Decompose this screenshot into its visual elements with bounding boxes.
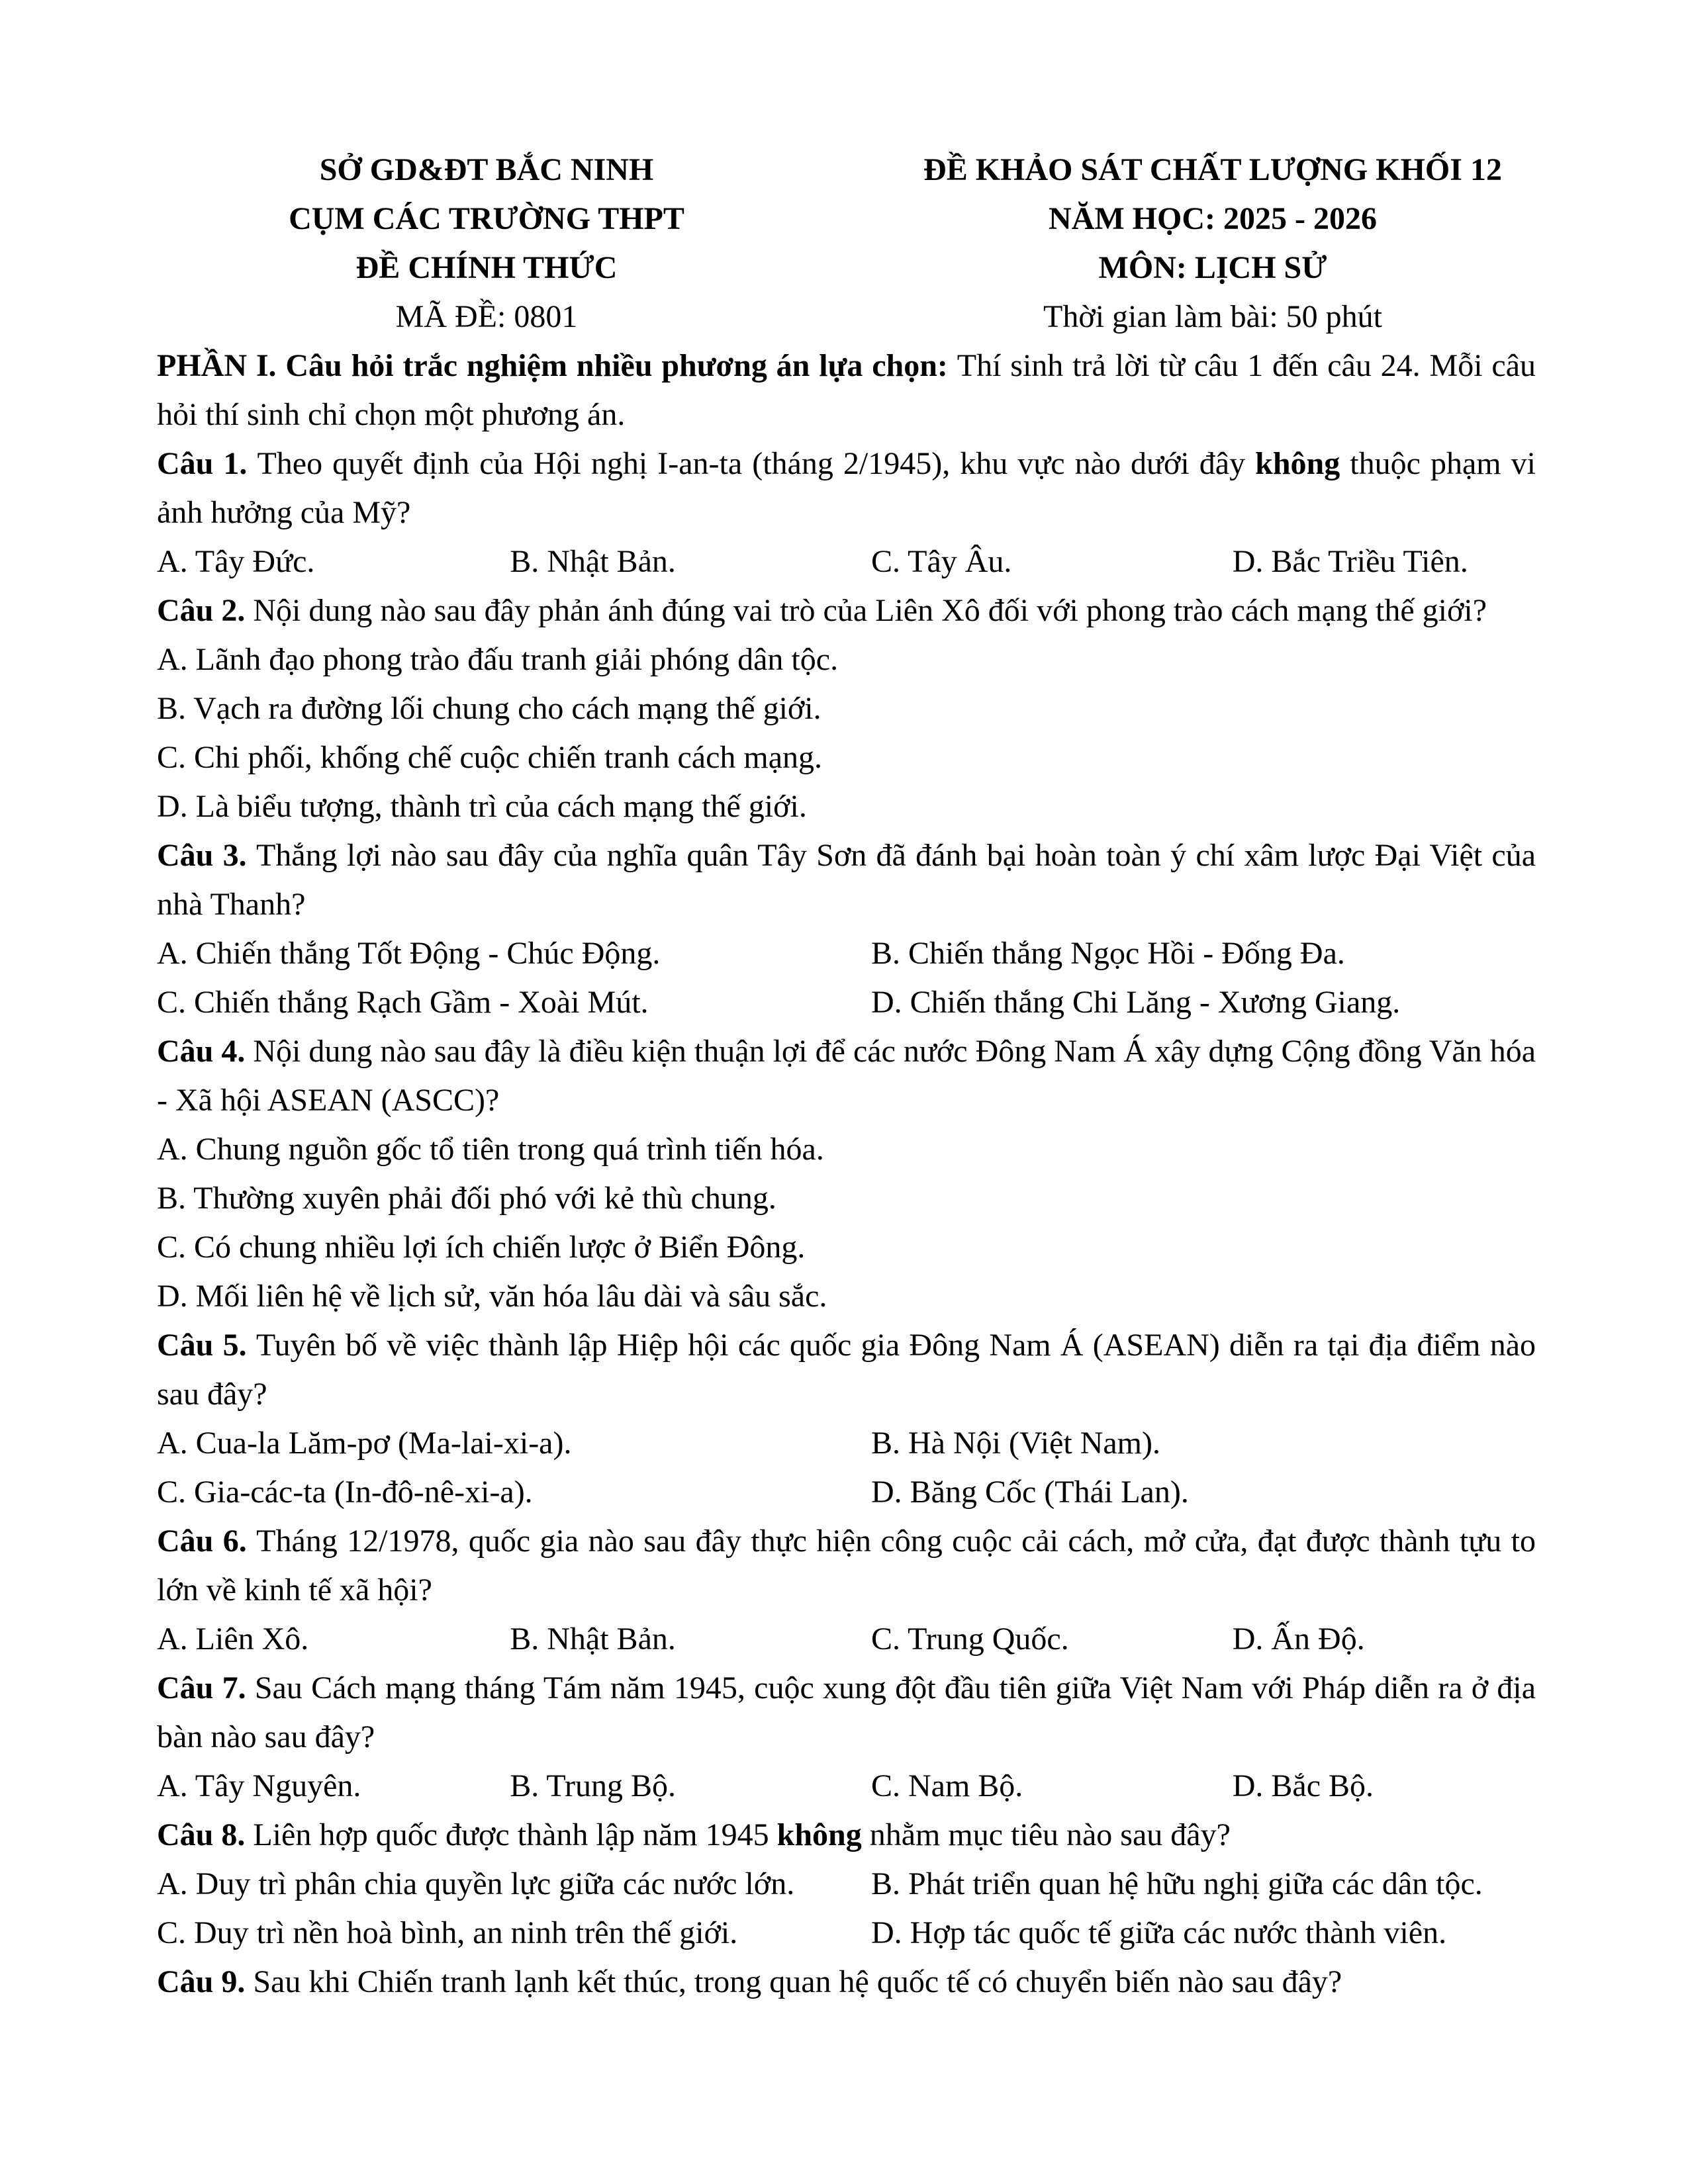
question-5-text	[157, 1321, 1536, 1419]
question-1-option-a: A. Tây Đức.	[157, 544, 315, 579]
question-4-option-b: B. Thường xuyên phải đối phó với kẻ thù chung.	[157, 1181, 776, 1216]
question-4-number: Câu 4.	[157, 1034, 254, 1069]
question-7	[157, 1664, 1536, 1811]
question-5-option-b: B. Hà Nội (Việt Nam).	[870, 1426, 1160, 1461]
question-7-number: Câu 7.	[157, 1670, 255, 1706]
question-3-options	[157, 929, 1536, 1027]
question-4-option-a: A. Chung nguồn gốc tổ tiên trong quá trình tiến hóa.	[157, 1132, 824, 1167]
question-2-option-c: C. Chi phối, khống chế cuộc chiến tranh cách mạng.	[157, 740, 823, 775]
question-4-option-d: D. Mối liên hệ về lịch sử, văn hóa lâu dài và sâu sắc.	[157, 1279, 827, 1314]
question-1-text	[157, 439, 1536, 537]
question-9	[157, 1958, 1536, 2007]
question-2-options	[157, 635, 1536, 831]
question-6-option-c: C. Trung Quốc.	[870, 1621, 1069, 1657]
question-8-emphasis: không	[776, 1817, 862, 1852]
issuer-department: SỞ GD&ĐT BẮC NINH	[319, 152, 654, 187]
question-6-number: Câu 6.	[157, 1524, 257, 1559]
question-4-option-c: C. Có chung nhiều lợi ích chiến lược ở Biển Đông.	[157, 1230, 806, 1265]
question-6-option-a: A. Liên Xô.	[157, 1621, 309, 1657]
question-3-text	[157, 831, 1536, 929]
question-6-option-b: B. Nhật Bản.	[510, 1621, 676, 1657]
question-1-option-d: D. Bắc Triều Tiên.	[1232, 544, 1468, 579]
question-8-options	[157, 1860, 1536, 1958]
question-3-option-c: C. Chiến thắng Rạch Gầm - Xoài Mút.	[157, 985, 649, 1020]
question-9-text	[157, 1958, 1536, 2007]
issuer-school-cluster: CỤM CÁC TRƯỜNG THPT	[289, 201, 684, 236]
page-content	[157, 146, 1536, 2007]
question-9-number: Câu 9.	[157, 1964, 254, 1999]
question-8-number: Câu 8.	[157, 1817, 254, 1852]
questions-list	[157, 439, 1536, 2007]
part-1-heading: PHẦN I. Câu hỏi trắc nghiệm nhiều phương án lựa chọn:	[157, 348, 957, 383]
question-2-text	[157, 586, 1536, 635]
question-1-emphasis: không	[1255, 446, 1340, 481]
question-8-body: nhằm mục tiêu nào sau đây?	[861, 1817, 1231, 1852]
question-8	[157, 1811, 1536, 1958]
question-2-number: Câu 2.	[157, 593, 254, 628]
question-2	[157, 586, 1536, 831]
question-1-option-c: C. Tây Âu.	[870, 544, 1012, 579]
question-8-text	[157, 1811, 1536, 1860]
part-1-instructions	[157, 341, 1536, 439]
school-year: NĂM HỌC: 2025 - 2026	[1049, 201, 1377, 236]
question-8-option-b: B. Phát triển quan hệ hữu nghị giữa các dân tộc.	[870, 1866, 1483, 1901]
question-4-body: Nội dung nào sau đây là điều kiện thuận lợi để các nước Đông Nam Á xây dựng Cộng đồng Văn hóa - Xã hội ASEAN (ASCC)?	[157, 1034, 1536, 1118]
question-5-body: Tuyên bố về việc thành lập Hiệp hội các quốc gia Đông Nam Á (ASEAN) diễn ra tại địa điểm nào sau đây?	[157, 1328, 1536, 1412]
question-2-body: Nội dung nào sau đây phản ánh đúng vai trò của Liên Xô đối với phong trào cách mạng thế giới?	[253, 593, 1487, 628]
question-3-number: Câu 3.	[157, 838, 256, 873]
question-6-text	[157, 1517, 1536, 1615]
question-4-text	[157, 1027, 1536, 1125]
question-5	[157, 1321, 1536, 1517]
question-5-option-c: C. Gia-các-ta (In-đô-nê-xi-a).	[157, 1475, 533, 1510]
question-4-options	[157, 1125, 1536, 1321]
question-2-option-d: D. Là biểu tượng, thành trì của cách mạng thế giới.	[157, 789, 807, 824]
question-7-option-a: A. Tây Nguyên.	[157, 1768, 361, 1803]
question-8-option-c: C. Duy trì nền hoà bình, an ninh trên thế giới.	[157, 1915, 738, 1950]
question-5-option-d: D. Băng Cốc (Thái Lan).	[870, 1475, 1189, 1510]
question-2-option-b: B. Vạch ra đường lối chung cho cách mạng thế giới.	[157, 691, 821, 726]
exam-title: ĐỀ KHẢO SÁT CHẤT LƯỢNG KHỐI 12	[923, 152, 1502, 187]
question-8-body: Liên hợp quốc được thành lập năm 1945	[253, 1817, 777, 1852]
question-1-options	[157, 537, 1536, 586]
question-8-option-d: D. Hợp tác quốc tế giữa các nước thành viên.	[870, 1915, 1447, 1950]
question-7-option-b: B. Trung Bộ.	[510, 1768, 677, 1803]
header-left-block	[157, 146, 816, 341]
exam-duration: Thời gian làm bài: 50 phút	[1043, 299, 1382, 334]
question-3	[157, 831, 1536, 1027]
question-6	[157, 1517, 1536, 1664]
question-6-option-d: D. Ấn Độ.	[1232, 1621, 1365, 1657]
question-3-option-d: D. Chiến thắng Chi Lăng - Xương Giang.	[870, 985, 1401, 1020]
question-7-text	[157, 1664, 1536, 1762]
part-1-instructions-text: Thí sinh trả lời từ câu 1 đến câu 24. Mỗi câu hỏi thí sinh chỉ chọn một phương án.	[157, 348, 1536, 432]
question-1-option-b: B. Nhật Bản.	[510, 544, 676, 579]
question-6-options	[157, 1615, 1536, 1664]
question-3-option-b: B. Chiến thắng Ngọc Hồi - Đống Đa.	[870, 936, 1345, 971]
header-right-block	[890, 146, 1536, 341]
question-7-option-d: D. Bắc Bộ.	[1232, 1768, 1374, 1803]
question-9-body: Sau khi Chiến tranh lạnh kết thúc, trong quan hệ quốc tế có chuyển biến nào sau đây?	[253, 1964, 1342, 1999]
question-7-body: Sau Cách mạng tháng Tám năm 1945, cuộc xung đột đầu tiên giữa Việt Nam với Pháp diễn ra ở địa bàn nào sau đây?	[157, 1670, 1536, 1754]
question-6-body: Tháng 12/1978, quốc gia nào sau đây thực hiện công cuộc cải cách, mở cửa, đạt được thành tựu to lớn về kinh tế xã hội?	[157, 1524, 1536, 1608]
question-1	[157, 439, 1536, 586]
official-exam-label: ĐỀ CHÍNH THỨC	[355, 250, 618, 285]
question-1-body: Theo quyết định của Hội nghị I-an-ta (tháng 2/1945), khu vực nào dưới đây	[257, 446, 1256, 481]
question-5-option-a: A. Cua-la Lăm-pơ (Ma-lai-xi-a).	[157, 1426, 572, 1461]
question-5-number: Câu 5.	[157, 1328, 256, 1363]
exam-header	[157, 146, 1536, 341]
question-2-option-a: A. Lãnh đạo phong trào đấu tranh giải phóng dân tộc.	[157, 642, 839, 677]
question-5-options	[157, 1419, 1536, 1517]
exam-code: MÃ ĐỀ: 0801	[395, 299, 578, 334]
question-7-option-c: C. Nam Bộ.	[870, 1768, 1023, 1803]
question-3-option-a: A. Chiến thắng Tốt Động - Chúc Động.	[157, 936, 661, 971]
question-8-option-a: A. Duy trì phân chia quyền lực giữa các nước lớn.	[157, 1866, 795, 1901]
question-1-number: Câu 1.	[157, 446, 258, 481]
question-4	[157, 1027, 1536, 1321]
subject-name: MÔN: LỊCH SỬ	[1098, 250, 1327, 285]
question-3-body: Thắng lợi nào sau đây của nghĩa quân Tây Sơn đã đánh bại hoàn toàn ý chí xâm lược Đại Việt của nhà Thanh?	[157, 838, 1536, 922]
question-1-body: thuộc phạm vi ảnh hưởng của Mỹ?	[157, 446, 1536, 530]
question-7-options	[157, 1762, 1536, 1811]
